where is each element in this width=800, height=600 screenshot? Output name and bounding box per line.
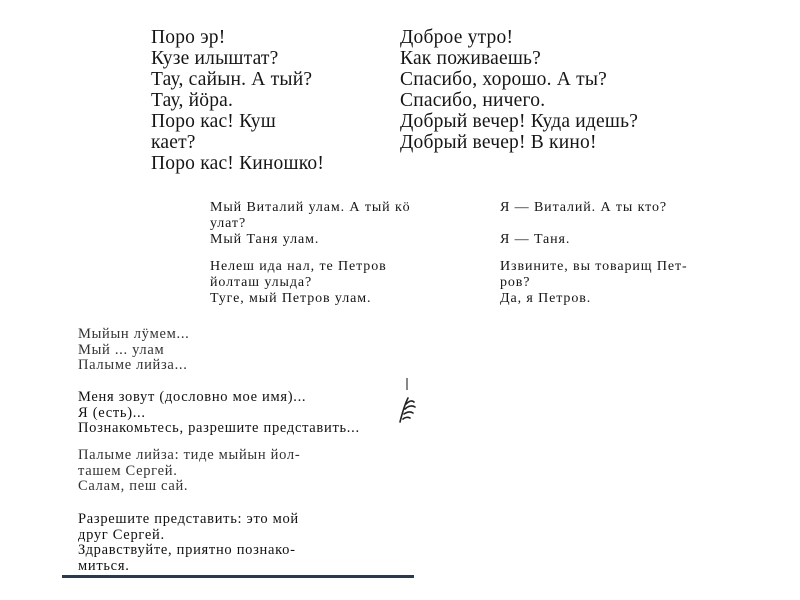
text-line: Мый Таня улам. [210, 232, 320, 247]
text-line: Меня зовут (дословно мое имя)... [78, 389, 307, 405]
text-line: Извините, вы товарищ Пет- [500, 259, 688, 274]
text-line: Разрешите представить: это мой [78, 511, 299, 527]
text-line: кает? [151, 132, 196, 153]
text-line: Салам, пеш сай. [78, 478, 189, 494]
text-line: Поро эр! [151, 27, 226, 48]
text-line: Я — Таня. [500, 232, 571, 247]
spacer [210, 248, 411, 259]
text-line: Нелеш ида нал, те Петров [210, 259, 387, 274]
text-line: Палыме лийза... [78, 357, 188, 373]
text-line: Спасибо, хорошо. А ты? [400, 69, 608, 90]
greetings-mari-column [151, 27, 324, 174]
text-line: Кузе илыштат? [151, 48, 279, 69]
text-line: Как поживаешь? [400, 48, 541, 69]
text-line: Мыйын лӱмем... [78, 327, 190, 342]
text-line: Палыме лийза: тиде мыйын йол- [78, 447, 301, 463]
introductions-russian-column [500, 200, 688, 307]
text-line: Мый Виталий улам. А тый кӧ [210, 200, 411, 215]
text-line: Я — Виталий. А ты кто? [500, 200, 667, 215]
divider [62, 575, 414, 578]
introductions-mari-column [210, 200, 411, 307]
text-line: Мый ... улам [78, 341, 165, 358]
text-line: Тау, сайын. А тый? [151, 69, 313, 90]
text-line: Добрый вечер! В кино! [400, 132, 597, 153]
text-line: Спасибо, ничего. [400, 90, 546, 111]
text-line: Познакомьтесь, разрешите представить... [78, 420, 360, 436]
text-line: йолташ улыда? [210, 275, 313, 290]
text-line: Да, я Петров. [500, 291, 592, 306]
text-line: Поро кас! Киношко! [151, 153, 325, 174]
spacer [500, 248, 688, 259]
text-line: Доброе утро! [400, 27, 514, 48]
text-line: Добрый вечер! Куда идешь? [400, 111, 639, 132]
phrase-group-mari-1 [78, 327, 189, 374]
phrase-group-mari-2 [78, 448, 300, 495]
hand-drawing-icon [396, 392, 418, 428]
text-line: Поро кас! Куш [151, 111, 276, 132]
phrase-box [62, 327, 414, 577]
text-line: Тау, йӧра. [151, 90, 234, 111]
text-line: Здравствуйте, приятно познако- [78, 542, 296, 558]
phrase-group-russian-2 [78, 512, 299, 574]
phrase-group-russian-1 [78, 390, 360, 437]
text-line: друг Сергей. [78, 526, 165, 543]
text-line: ров? [500, 275, 531, 290]
text-line: миться. [78, 557, 130, 574]
greetings-russian-column [400, 27, 638, 153]
text-line: улат? [210, 216, 247, 231]
text-line: ташем Сергей. [78, 462, 178, 479]
divider [406, 378, 408, 390]
text-line: Туге, мый Петров улам. [210, 291, 372, 306]
text-line: Я (есть)... [78, 404, 146, 421]
